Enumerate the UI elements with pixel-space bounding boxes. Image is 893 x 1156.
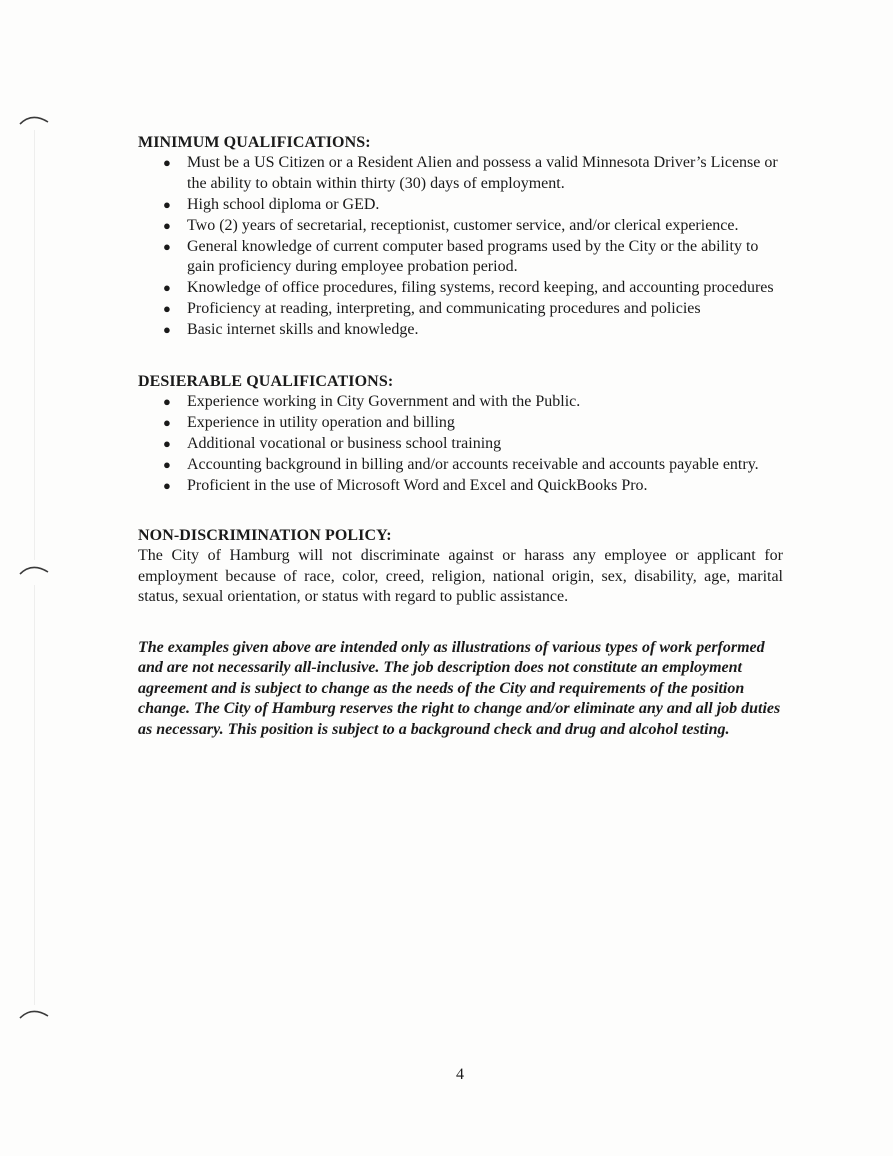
disclaimer-paragraph: The examples given above are intended only as illustrations of various types of work performed and are not necessarily all-inclusive. The job description does not constitute an employment agreement and is subject to change as the needs of the City and requirements of the position change. The City of Hamburg reserves the right to change and/or eliminate any and all job duties as necessary. This position is subject to a background check and drug and alcohol testing. xyxy=(138,638,781,738)
desirable-qualifications-section xyxy=(138,372,783,497)
bullet-icon: ● xyxy=(163,280,171,295)
binder-hole-mark xyxy=(18,110,52,132)
list-item: ● Experience in utility operation and billing xyxy=(138,413,783,434)
minimum-qualifications-section xyxy=(138,133,783,341)
list-item: ● High school diploma or GED. xyxy=(138,195,783,216)
bullet-icon: ● xyxy=(163,414,171,430)
document-body xyxy=(138,133,783,740)
minimum-qualifications-list xyxy=(138,153,783,341)
list-item: ● General knowledge of current computer based programs used by the City or the ability to gain proficiency during employee probation period. xyxy=(163,237,759,275)
bullet-icon: ● xyxy=(163,393,171,409)
bullet-icon: ● xyxy=(163,456,171,472)
section-heading: DESIERABLE QUALIFICATIONS: xyxy=(138,372,394,390)
list-item: ● Proficient in the use of Microsoft Word and Excel and QuickBooks Pro. xyxy=(138,476,783,497)
list-item: ● Knowledge of office procedures, filing systems, record keeping, and accounting procedures xyxy=(138,278,783,299)
list-item: ● Proficiency at reading, interpreting, and communicating procedures and policies xyxy=(138,299,783,320)
bullet-icon: ● xyxy=(163,322,171,337)
desirable-qualifications-list xyxy=(138,392,783,497)
policy-paragraph: The City of Hamburg will not discriminate against or harass any employee or applicant for employment because of race, color, creed, religion, national origin, sex, disability, age, marital status, sexual orientation, or status with regard to public assistance. xyxy=(138,547,783,605)
list-item: ● Additional vocational or business school training xyxy=(138,434,783,455)
list-item: ● Accounting background in billing and/or accounts receivable and accounts payable entry. xyxy=(138,455,783,476)
binder-hole-mark xyxy=(18,560,52,582)
scan-edge-shadow xyxy=(34,130,35,560)
bullet-icon: ● xyxy=(163,301,171,316)
non-discrimination-section xyxy=(138,526,783,608)
binder-hole-mark xyxy=(18,1004,52,1026)
section-heading: MINIMUM QUALIFICATIONS: xyxy=(138,134,371,151)
page-number: 4 xyxy=(456,1066,464,1083)
bullet-icon: ● xyxy=(163,477,171,493)
bullet-icon: ● xyxy=(163,238,171,254)
bullet-icon: ● xyxy=(163,155,171,170)
bullet-icon: ● xyxy=(163,435,171,451)
list-item: ● Experience working in City Government and with the Public. xyxy=(138,392,783,413)
list-item: ● Two (2) years of secretarial, receptionist, customer service, and/or clerical experience. xyxy=(138,216,783,237)
bullet-icon: ● xyxy=(163,196,171,212)
list-item: ● Basic internet skills and knowledge. xyxy=(138,320,783,341)
scan-edge-shadow xyxy=(34,585,35,1005)
list-item: ● Must be a US Citizen or a Resident Alien and possess a valid Minnesota Driver’s License or the ability to obtain within thirty (30) days of employment. xyxy=(163,154,778,192)
bullet-icon: ● xyxy=(163,217,171,233)
section-heading: NON-DISCRIMINATION POLICY: xyxy=(138,527,392,544)
